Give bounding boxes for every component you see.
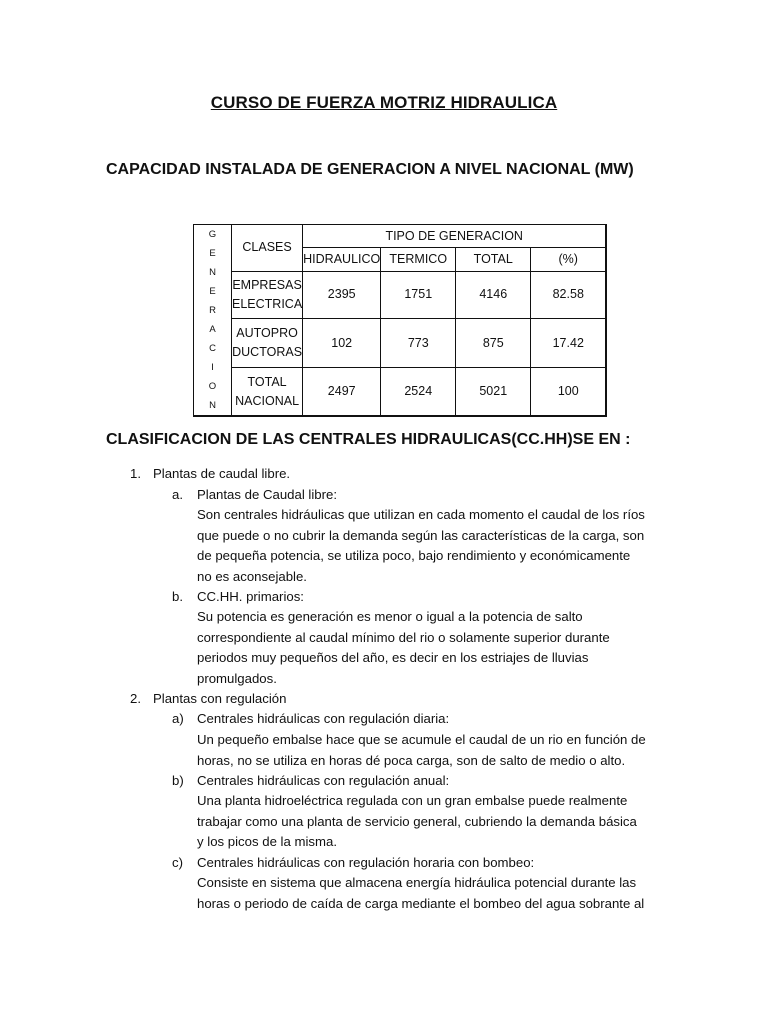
list-marker: 2. xyxy=(130,691,141,706)
paragraph: Consiste en sistema que almacena energía hidráulica potencial durante las horas o periodo de caída de carga mediante el bombeo del agua sobrante al xyxy=(197,875,645,911)
sublist-item-label: Centrales hidráulicas con regulación anual: xyxy=(197,773,450,788)
table-row xyxy=(194,318,607,367)
tipo-generacion-header: TIPO DE GENERACION xyxy=(303,225,607,248)
list-item-label: Plantas de caudal libre. xyxy=(153,466,291,481)
sublist-marker: a) xyxy=(172,711,184,726)
column-header: TERMICO xyxy=(381,248,456,271)
sublist-item-label: Plantas de Caudal libre: xyxy=(197,487,338,502)
sublist-marker: a. xyxy=(172,487,183,502)
column-header: (%) xyxy=(531,248,607,271)
capacity-table xyxy=(193,224,607,417)
clases-header: CLASES xyxy=(232,225,303,272)
table-cell: 4146 xyxy=(456,271,531,318)
generacion-vertical-label: G E N E R A C I O N xyxy=(194,225,232,417)
table-cell: 5021 xyxy=(456,368,531,416)
column-header: HIDRAULICO xyxy=(303,248,381,271)
table-cell: 100 xyxy=(531,368,607,416)
sublist-item-label: Centrales hidráulicas con regulación horaria con bombeo: xyxy=(197,855,535,870)
sublist-marker: b) xyxy=(172,773,184,788)
section-heading-classification: CLASIFICACION DE LAS CENTRALES HIDRAULICAS(CC.HH)SE EN : xyxy=(106,431,631,448)
section-heading-capacity: CAPACIDAD INSTALADA DE GENERACION A NIVEL NACIONAL (MW) xyxy=(106,161,634,178)
table-cell: 1751 xyxy=(381,271,456,318)
list-item-label: Plantas con regulación xyxy=(153,691,287,706)
row-label: EMPRESAS ELECTRICA xyxy=(232,271,303,318)
table-cell: 773 xyxy=(381,318,456,367)
sublist-item-label: CC.HH. primarios: xyxy=(197,589,304,604)
paragraph: Una planta hidroeléctrica regulada con un gran embalse puede realmente trabajar como una planta de servicio general, cubriendo la demanda básica y los picos de la misma. xyxy=(197,793,637,849)
row-label: AUTOPRO DUCTORAS xyxy=(232,318,303,367)
table-cell: 82.58 xyxy=(531,271,607,318)
paragraph: Su potencia es generación es menor o igual a la potencia de salto correspondiente al caudal mínimo del rio o solamente superior durante periodos muy pequeños del año, es decir en los estriajes de lluvias promulgados. xyxy=(197,609,610,686)
table-cell: 2497 xyxy=(303,368,381,416)
table-cell: 2395 xyxy=(303,271,381,318)
row-label: TOTAL NACIONAL xyxy=(232,368,303,416)
sublist-marker: b. xyxy=(172,589,183,604)
table-cell: 2524 xyxy=(381,368,456,416)
sublist-item-label: Centrales hidráulicas con regulación diaria: xyxy=(197,711,450,726)
sublist-marker: c) xyxy=(172,855,183,870)
table-cell: 875 xyxy=(456,318,531,367)
table-row xyxy=(194,368,607,416)
table-cell: 102 xyxy=(303,318,381,367)
paragraph: Son centrales hidráulicas que utilizan en cada momento el caudal de los ríos que puede o no cubrir la demanda según las características de la carga, son de pequeña potencia, se utiliza poco, bajo rendimiento y económicamente no es aconsejable. xyxy=(197,507,645,584)
document-title: CURSO DE FUERZA MOTRIZ HIDRAULICA xyxy=(210,93,558,112)
table-cell: 17.42 xyxy=(531,318,607,367)
paragraph: Un pequeño embalse hace que se acumule el caudal de un rio en función de horas, no se utiliza en horas dé poca carga, son de salto de medio o alto. xyxy=(197,732,646,768)
list-marker: 1. xyxy=(130,466,141,481)
table-row xyxy=(194,271,607,318)
column-header: TOTAL xyxy=(456,248,531,271)
